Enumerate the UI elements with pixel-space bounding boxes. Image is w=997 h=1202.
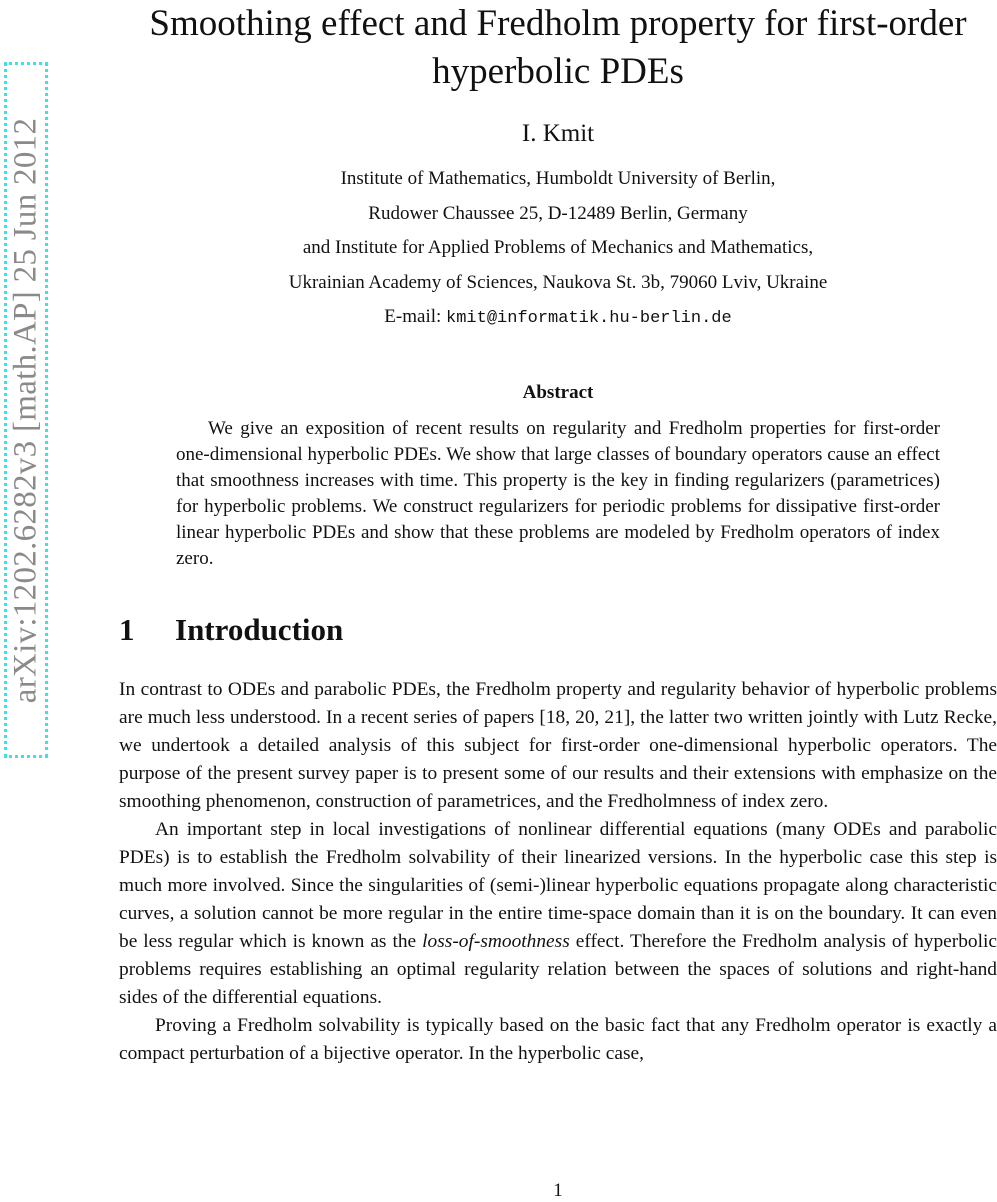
paragraph-text: An important step in local investigations of nonlinear differential equations (many ODEs and parabolic PDEs) is to establish the Fredholm solvability of their linearized versions. In the hyperbolic case this step is much more involved. Since the singularities of (semi-)linear hyperbolic equations propagate along characteristic curves, a solution cannot be more regular in the entire time-space domain than it is on the boundary. It can even be less regular which is known as the — [119, 819, 997, 952]
email-line — [110, 300, 997, 337]
page-number: 1 — [553, 1180, 563, 1201]
arxiv-stamp-text: arXiv:1202.6282v3 [math.AP] 25 Jun 2012 — [7, 117, 44, 703]
abstract-heading: Abstract — [522, 382, 594, 403]
section-title: Introduction — [175, 612, 344, 647]
section-number: 1 — [119, 612, 135, 647]
abstract-text: We give an exposition of recent results on regularity and Fredholm properties for first-order one-dimensional hyperbolic PDEs. We show that large classes of boundary operators cause an effect that smoothness increases with time. This property is the key in finding regularizers (parametrices) for hyperbolic problems. We construct regularizers for periodic problems for dissipative first-order linear hyperbolic PDEs and show that these problems are modeled by Fredholm operators of index zero. — [176, 418, 940, 569]
email-address[interactable]: kmit@informatik.hu-berlin.de — [446, 309, 732, 328]
section-body — [119, 676, 997, 1068]
author-name: I. Kmit — [521, 120, 595, 147]
paper-title: Smoothing effect and Fredholm property for first-order hyperbolic PDEs — [149, 3, 967, 92]
email-label: E-mail: — [384, 306, 447, 327]
affiliation-line: Institute of Mathematics, Humboldt University of Berlin, — [340, 168, 776, 189]
affiliation-block — [110, 162, 997, 337]
paragraph: Proving a Fredholm solvability is typically based on the basic fact that any Fredholm operator is exactly a compact perturbation of a bijective operator. In the hyperbolic case, — [119, 1015, 997, 1064]
affiliation-line: Rudower Chaussee 25, D-12489 Berlin, Germany — [368, 202, 748, 224]
affiliation-line: and Institute for Applied Problems of Mechanics and Mathematics, — [302, 237, 814, 258]
affiliation-line: Ukrainian Academy of Sciences, Naukova St. 3b, 79060 Lviv, Ukraine — [288, 271, 828, 293]
section-heading — [119, 612, 343, 648]
emphasized-term: loss-of-smoothness — [422, 931, 570, 952]
paragraph — [119, 816, 997, 1012]
arxiv-stamp — [4, 62, 48, 758]
paragraph-text: effect. Therefore the Fredholm analysis of hyperbolic problems requires establishing an optimal regularity relation between the spaces of solutions and right-hand sides of the differential equations. — [119, 931, 997, 1008]
paragraph: In contrast to ODEs and parabolic PDEs, the Fredholm property and regularity behavior of hyperbolic problems are much less understood. In a recent series of papers [18, 20, 21], the latter two written jointly with Lutz Recke, we undertook a detailed analysis of this subject for first-order one-dimensional hyperbolic operators. The purpose of the present survey paper is to present some of our results and their extensions with emphasize on the smoothing phenomenon, construction of parametrices, and the Fredholmness of index zero. — [119, 679, 997, 812]
